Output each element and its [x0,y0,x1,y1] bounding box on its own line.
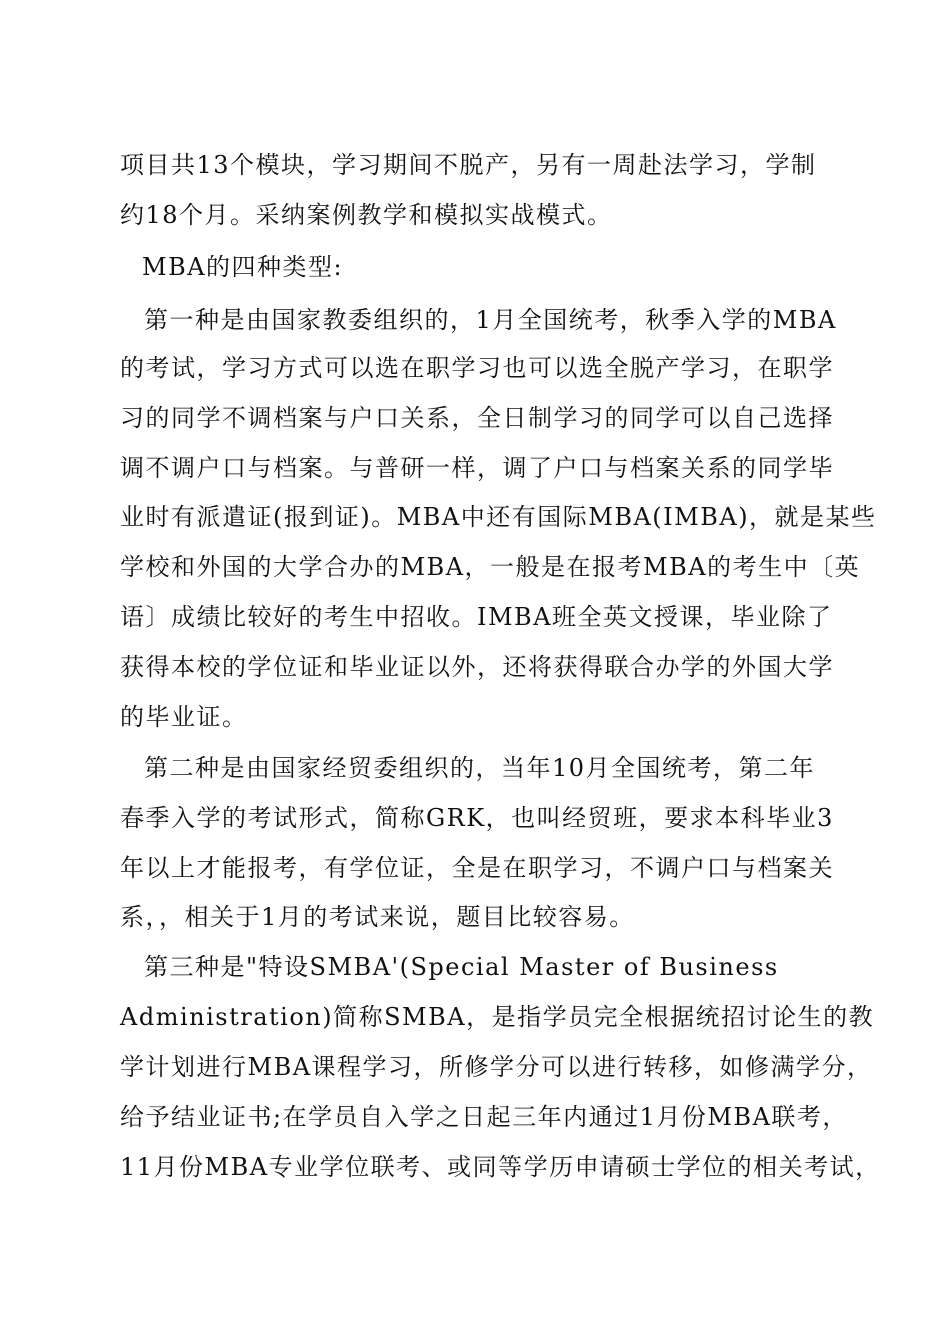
text-line: 学校和外国的大学合办的MBA，一般是在报考MBA的考生中〔英 [120,553,861,581]
text-line: 学计划进行MBA课程学习，所修学分可以进行转移，如修满学分， [120,1053,873,1081]
section-heading: MBA的四种类型: [142,253,344,281]
text-line: 11月份MBA专业学位联考、或同等学历申请硕士学位的相关考试， [120,1153,881,1181]
text-line: 第二种是由国家经贸委组织的，当年10月全国统考，第二年 [144,754,816,782]
text-line: 习的同学不调档案与户口关系，全日制学习的同学可以自己选择 [120,404,834,432]
text-line: 系，，相关于1月的考试来说，题目比较容易。 [120,903,635,931]
text-line: 语〕成绩比较好的考生中招收。IMBA班全英文授课，毕业除了 [120,603,833,631]
text-line: Administration)简称SMBA，是指学员完全根据统招讨论生的教 [120,1003,875,1031]
text-line: 项目共13个模块，学习期间不脱产，另有一周赴法学习，学制 [120,151,817,179]
text-line: 业时有派遣证(报到证)。MBA中还有国际MBA(IMBA)，就是某些 [120,503,877,531]
text-line: 获得本校的学位证和毕业证以外，还将获得联合办学的外国大学 [120,653,834,681]
text-line: 调不调户口与档案。与普研一样，调了户口与档案关系的同学毕 [120,454,834,482]
text-line: 约18个月。采纳案例教学和模拟实战模式。 [120,201,613,229]
text-line: 的考试，学习方式可以选在职学习也可以选全脱产学习，在职学 [120,354,834,382]
text-line: 春季入学的考试形式，简称GRK，也叫经贸班，要求本科毕业3 [120,804,834,832]
text-line: 的毕业证。 [120,703,248,731]
text-line: 年以上才能报考，有学位证，全是在职学习，不调户口与档案关 [120,854,834,882]
text-line: 给予结业证书;在学员自入学之日起三年内通过1月份MBA联考， [120,1103,848,1131]
text-line: 第一种是由国家教委组织的，1月全国统考，秋季入学的MBA [144,306,837,334]
text-line: 第三种是"特设SMBA'(Special Master of Business [144,953,779,981]
